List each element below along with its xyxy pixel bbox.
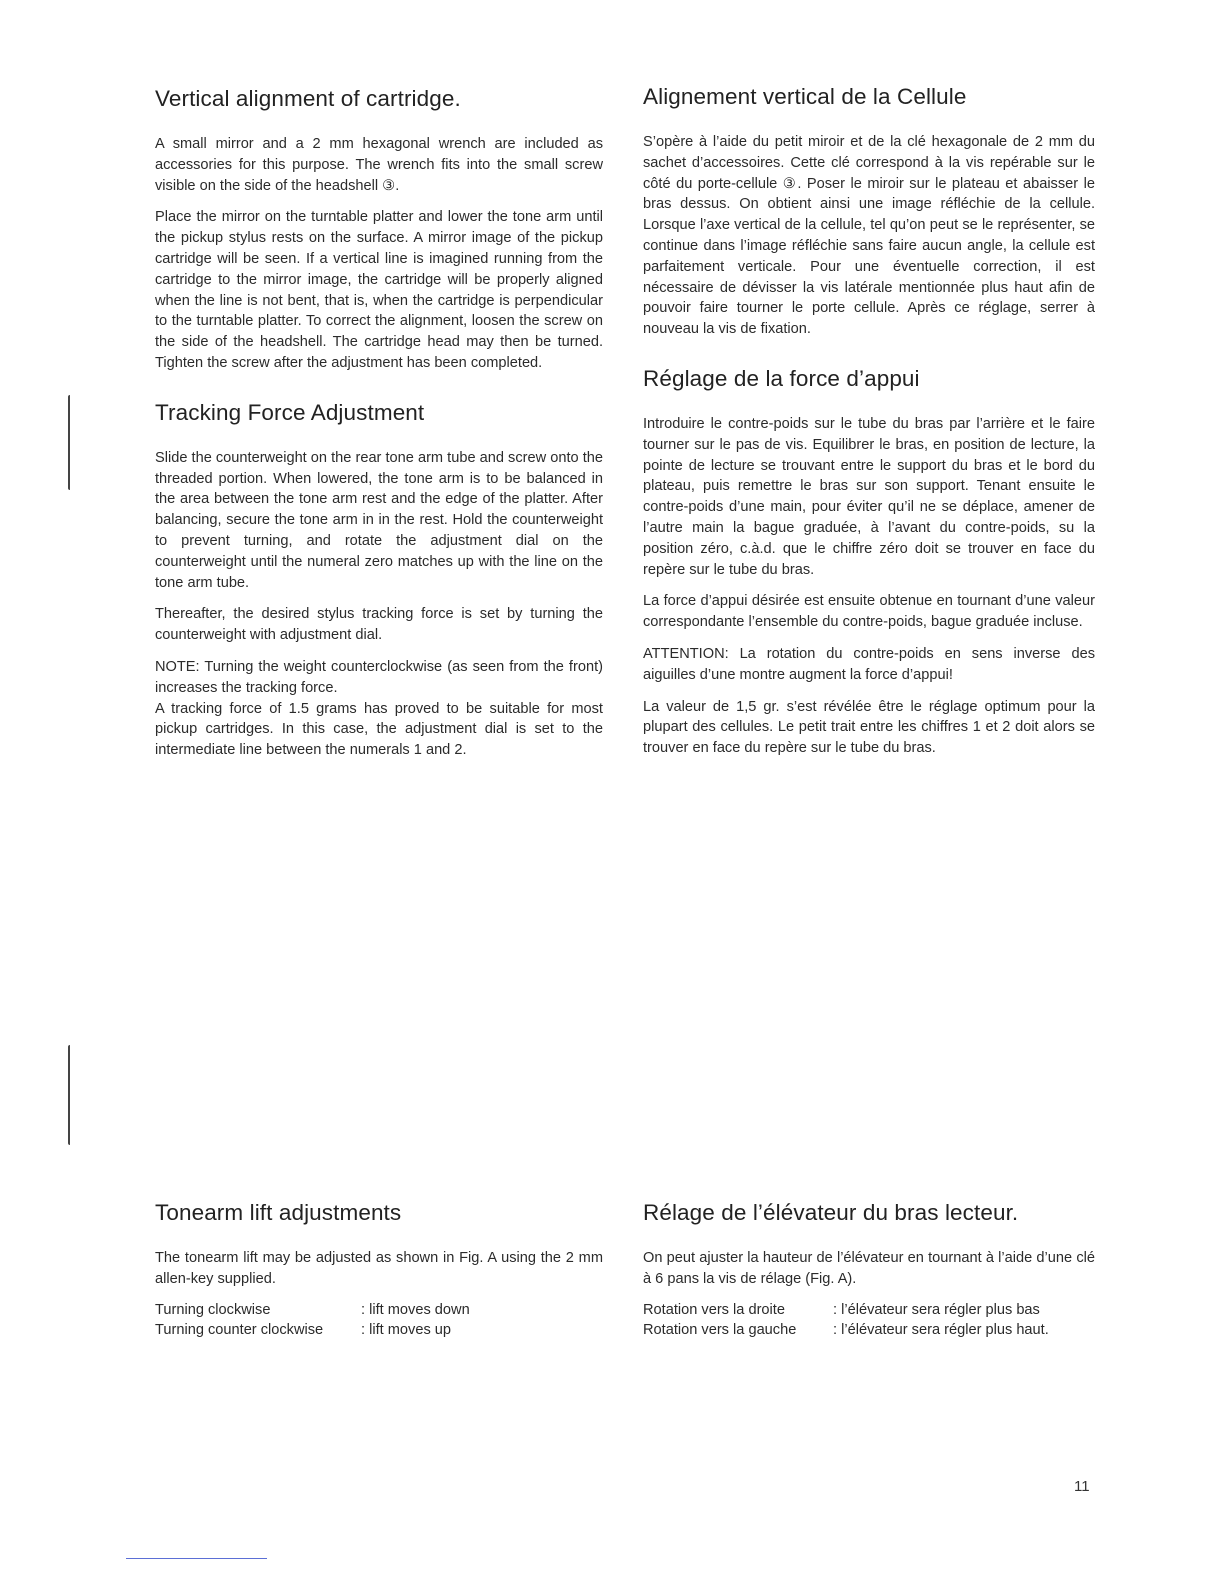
section-heading-tracking-force: Tracking Force Adjustment xyxy=(155,399,425,425)
paragraph: Thereafter, the desired stylus tracking force is set by turning the counterweight with adjustment dial. xyxy=(155,606,603,644)
binding-mark-bottom xyxy=(68,1045,74,1145)
section-heading-vertical-alignment: Vertical alignment of cartridge. xyxy=(155,86,461,111)
left-column-top xyxy=(155,86,603,772)
paragraph: Place the mirror on the turntable platter and lower the tone arm until the pickup stylus rests on the surface. A mirror image of the pickup cartridge will be seen. If a vertical line is imagined running from the cartridge to the mirror image, the cartridge will be properly aligned when the line is not bent, that is, when the cartridge is perpendicular to the turntable platter. To correct the alignment, loosen the screw on the side of the headshell. The cartridge head may then be turned. Tighten the screw after the adjustment has been completed. xyxy=(155,209,603,371)
section-heading-alignement-vertical: Alignement vertical de la Cellule xyxy=(643,84,967,109)
paragraph: Introduire le contre-poids sur le tube du bras par l’arrière et le faire tourner sur le pas de vis. Equilibrer le bras, en position de lecture, la pointe de lecture se trouvant entre le support du bras et le bord du plateau, puis remettre le bras sur son support. Tenant ensuite le contre-poids d’une main, pour éviter qu’il ne se déplace, amener de l’autre main la bague graduée, à l’avant du contre-poids, su la position zéro, c.à.d. que le chiffre zéro doit se trouver en face du repère sur le tube du bras. xyxy=(643,415,1095,578)
list-item: Turning counter clockwise : lift moves up xyxy=(155,1322,452,1339)
list-item: Turning clockwise : lift moves down xyxy=(155,1301,470,1318)
paragraph: S’opère à l’aide du petit miroir et de la clé hexagonale de 2 mm du sachet d’accessoires. Cette clé correspond à la vis repérable sur le côté du porte-cellule ③. Poser le miroir sur le plateau et abaisser le bras dessus. On obtient ainsi une image réfléchie de la cellule. Lorsque l’axe vertical de la cellule, tel qu’on peut se le représenter, se continue dans l’image réfléchie sans faire aucun angle, la cellule est parfaitement verticale. Pour une éventuelle correction, il est nécessaire de dévisser la vis latérale mentionnée plus haut afin de pouvoir faire tourner le porte cellule. Après ce réglage, serrer à nouveau la vis de fixation. xyxy=(643,134,1095,338)
paragraph: La valeur de 1,5 gr. s’est révélée être le réglage optimum pour la plupart des cellules. Le petit trait entre les chiffres 1 et 2 doit alors se trouver en face du repère sur le tube du bras. xyxy=(643,698,1095,757)
paragraph: A small mirror and a 2 mm hexagonal wrench are included as accessories for this purpose. The wrench fits into the small screw visible on the side of the headshell ③. xyxy=(155,136,603,194)
paragraph: The tonearm lift may be adjusted as shown in Fig. A using the 2 mm allen-key supplied. xyxy=(155,1250,603,1287)
left-column-bottom xyxy=(155,1200,603,1341)
section-heading-elevateur: Rélage de l’élévateur du bras lecteur. xyxy=(643,1200,1019,1225)
scan-underline-mark xyxy=(126,1558,267,1559)
right-column-bottom xyxy=(643,1200,1095,1341)
right-column-top xyxy=(643,84,1095,770)
paragraph: On peut ajuster la hauteur de l’élévateur en tournant à l’aide d’une clé à 6 pans la vis de rélage (Fig. A). xyxy=(643,1250,1095,1287)
list-item: Rotation vers la droite : l’élévateur sera régler plus bas xyxy=(643,1301,1040,1318)
lift-direction-list xyxy=(643,1300,1095,1342)
paragraph: ATTENTION: La rotation du contre-poids en sens inverse des aiguilles d’une montre augment la force d’appui! xyxy=(643,645,1095,683)
paragraph: NOTE: Turning the weight counterclockwise (as seen from the front) increases the tracking force. xyxy=(155,658,603,696)
section-heading-tonearm-lift: Tonearm lift adjustments xyxy=(155,1200,402,1225)
lift-direction-list xyxy=(155,1300,603,1342)
page-number: 11 xyxy=(1074,1478,1090,1495)
paragraph: A tracking force of 1.5 grams has proved to be suitable for most pickup cartridges. In this case, the adjustment dial is set to the intermediate line between the numerals 1 and 2. xyxy=(155,700,603,759)
paragraph: Slide the counterweight on the rear tone arm tube and screw onto the threaded portion. When lowered, the tone arm is to be balanced in the area between the tone arm rest and the edge of the platter. After balancing, secure the tone arm in in the rest. Hold the counterweight to prevent turning, and rotate the adjustment dial on the counterweight until the numeral zero matches up with the line on the tone arm tube. xyxy=(155,449,603,591)
section-heading-force-appui: Réglage de la force d’appui xyxy=(643,365,920,391)
paragraph: La force d’appui désirée est ensuite obtenue en tournant d’une valeur correspondante l’ensemble du contre-poids, bague graduée incluse. xyxy=(643,593,1095,631)
binding-mark-top xyxy=(68,395,74,490)
list-item: Rotation vers la gauche : l’élévateur sera régler plus haut. xyxy=(643,1322,1049,1339)
